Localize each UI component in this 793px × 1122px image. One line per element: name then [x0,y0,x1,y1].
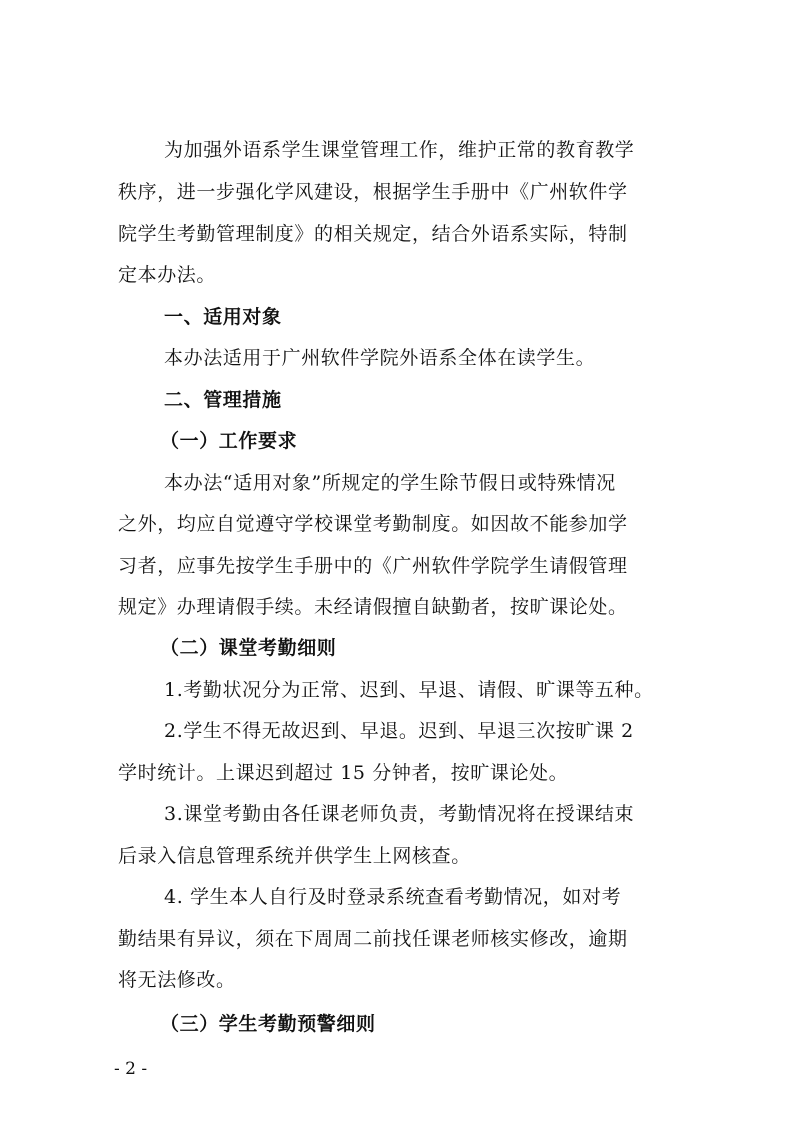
rule1-line: 1.考勤状况分为正常、迟到、早退、请假、旷课等五种。 [164,679,654,701]
rule2-line-1: 2.学生不得无故迟到、早退。迟到、早退三次按旷课 2 [164,720,634,742]
intro-line-4: 定本办法。 [118,264,217,286]
sub3-heading: （三）学生考勤预警细则 [160,1013,376,1035]
sub1-body-line-3: 习者，应事先按学生手册中的《广州软件学院学生请假管理 [118,555,628,577]
sub1-body-line-2: 之外，均应自觉遵守学校课堂考勤制度。如因故不能参加学 [118,513,628,535]
rule2-line-2: 学时统计。上课迟到超过 15 分钟者，按旷课论处。 [118,762,569,784]
page-number: - 2 - [114,1059,148,1079]
intro-line-3: 院学生考勤管理制度》的相关规定，结合外语系实际，特制 [118,223,628,245]
rule3-line-1: 3.课堂考勤由各任课老师负责，考勤情况将在授课结束 [164,803,635,825]
section1-heading: 一、适用对象 [164,306,282,328]
sub1-body-line-1: 本办法“适用对象”所规定的学生除节假日或特殊情况 [164,472,616,494]
rule3-line-2: 后录入信息管理系统并供学生上网核查。 [118,845,471,867]
section2-heading: 二、管理措施 [164,389,282,411]
rule4-line-3: 将无法修改。 [118,969,236,991]
sub1-body-line-4: 规定》办理请假手续。未经请假擅自缺勤者，按旷课论处。 [118,596,628,618]
rule4-line-2: 勤结果有异议，须在下周周二前找任课老师核实修改，逾期 [118,928,628,950]
sub1-heading: （一）工作要求 [160,430,298,452]
intro-line-1: 为加强外语系学生课堂管理工作，维护正常的教育教学 [164,139,635,161]
sub2-heading: （二）课堂考勤细则 [160,637,337,659]
intro-line-2: 秩序，进一步强化学风建设，根据学生手册中《广州软件学 [118,181,628,203]
section1-body: 本办法适用于广州软件学院外语系全体在读学生。 [164,347,596,369]
rule4-line-1: 4. 学生本人自行及时登录系统查看考勤情况，如对考 [164,886,622,908]
